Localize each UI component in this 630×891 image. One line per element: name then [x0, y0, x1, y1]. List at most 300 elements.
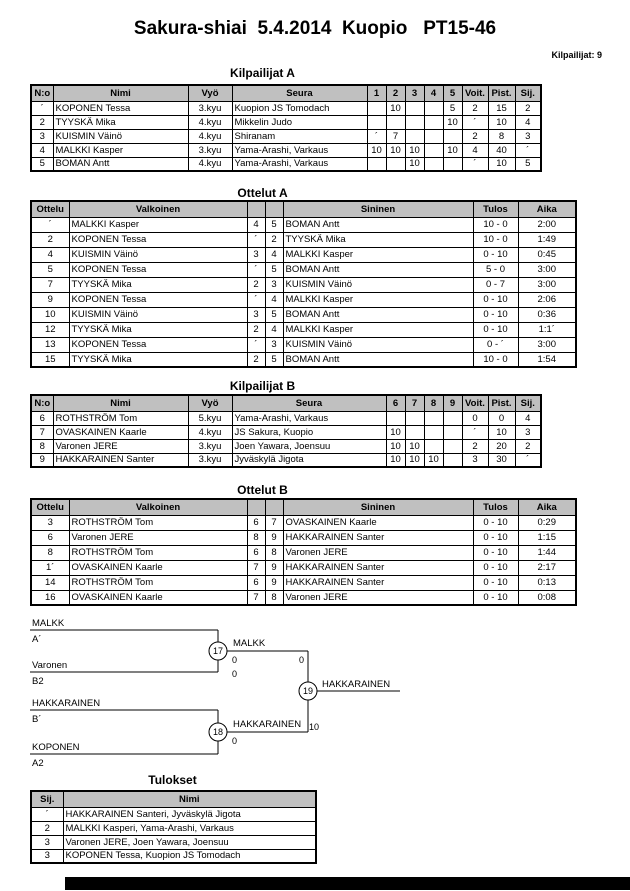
- cell: Kuopion JS Tomodach: [232, 101, 367, 115]
- table-row: [31, 453, 541, 467]
- cell: [405, 411, 424, 425]
- cell: BOMAN Antt: [283, 352, 473, 367]
- cell: KUISMIN Väinö: [283, 337, 473, 352]
- seed-tag: A2: [32, 758, 44, 769]
- cell: 5 - 0: [473, 262, 518, 277]
- cell: 10: [443, 143, 462, 157]
- cell: MALKKI Kasperi, Yama-Arashi, Varkaus: [63, 821, 316, 835]
- column-header: 4: [424, 85, 443, 101]
- cell: 6: [31, 411, 53, 425]
- cell: 10 - 0: [473, 352, 518, 367]
- cell: 3.kyu: [188, 143, 232, 157]
- cell: 10: [488, 425, 515, 439]
- cell: 10: [405, 157, 424, 171]
- cell: 2:00: [518, 217, 576, 232]
- table-row: [31, 157, 541, 171]
- cell: HAKKARAINEN Santer: [283, 530, 473, 545]
- cell: 7: [31, 277, 69, 292]
- header-row: [31, 201, 576, 217]
- cell: 7: [247, 590, 265, 605]
- cell: [443, 439, 462, 453]
- cell: 1:54: [518, 352, 576, 367]
- cell: ´: [462, 157, 488, 171]
- cell: OVASKAINEN Kaarle: [53, 425, 188, 439]
- cell: [367, 115, 386, 129]
- cell: [405, 115, 424, 129]
- table-row: [31, 425, 541, 439]
- table-row: [31, 439, 541, 453]
- cell: KOPONEN Tessa: [53, 101, 188, 115]
- cell: OVASKAINEN Kaarle: [283, 515, 473, 530]
- seed-tag: B´: [32, 714, 42, 725]
- column-header: [265, 499, 283, 515]
- cell: 10: [386, 425, 405, 439]
- final-bracket-diagram: [0, 606, 630, 774]
- cell: ROTHSTRÖM Tom: [53, 411, 188, 425]
- cell: KOPONEN Tessa: [69, 292, 247, 307]
- cell: 10: [31, 307, 69, 322]
- cell: 5: [515, 157, 541, 171]
- match-score: 0: [299, 655, 305, 665]
- cell: 2: [247, 352, 265, 367]
- cell: Varonen JERE: [283, 545, 473, 560]
- cell: ´: [462, 425, 488, 439]
- cell: [424, 425, 443, 439]
- cell: 9: [265, 530, 283, 545]
- cell: [405, 101, 424, 115]
- seed-name: KOPONEN: [32, 742, 80, 753]
- cell: ´: [247, 232, 265, 247]
- cell: 0 - 10: [473, 322, 518, 337]
- cell: 10: [424, 453, 443, 467]
- column-header: Valkoinen: [69, 499, 247, 515]
- cell: 14: [31, 575, 69, 590]
- cell: ROTHSTRÖM Tom: [69, 515, 247, 530]
- cell: HAKKARAINEN Santeri, Jyväskylä Jigota: [63, 807, 316, 821]
- column-header: [265, 201, 283, 217]
- column-header: Tulos: [473, 499, 518, 515]
- cell: 5: [265, 262, 283, 277]
- column-header: 3: [405, 85, 424, 101]
- cell: 4: [31, 143, 53, 157]
- cell: MALKKI Kasper: [69, 217, 247, 232]
- table-row: [31, 575, 576, 590]
- cell: 20: [488, 439, 515, 453]
- cell: 6: [247, 575, 265, 590]
- cell: 3.kyu: [188, 101, 232, 115]
- cell: [424, 439, 443, 453]
- cell: 2: [247, 322, 265, 337]
- seed-tag: B2: [32, 676, 44, 687]
- column-header: Aika: [518, 201, 576, 217]
- cell: KUISMIN Väinö: [283, 277, 473, 292]
- cell: 10: [386, 453, 405, 467]
- cell: 10: [488, 115, 515, 129]
- cell: 10 - 0: [473, 232, 518, 247]
- cell: 3: [462, 453, 488, 467]
- cell: 4: [31, 247, 69, 262]
- cell: 0:29: [518, 515, 576, 530]
- cell: 0 - 7: [473, 277, 518, 292]
- cell: 10: [367, 143, 386, 157]
- column-header: Nimi: [53, 85, 188, 101]
- column-header: Tulos: [473, 201, 518, 217]
- cell: 4: [462, 143, 488, 157]
- cell: [424, 129, 443, 143]
- cell: KUISMIN Väinö: [69, 307, 247, 322]
- column-header: Pist.: [488, 85, 515, 101]
- cell: 5: [265, 352, 283, 367]
- table-row: [31, 849, 316, 863]
- header-row: [31, 85, 541, 101]
- column-header: Seura: [232, 85, 367, 101]
- cell: ´: [31, 807, 63, 821]
- cell: KUISMIN Väinö: [53, 129, 188, 143]
- cell: Joen Yawara, Joensuu: [232, 439, 386, 453]
- table-row: [31, 807, 316, 821]
- table-row: [31, 129, 541, 143]
- column-header: 9: [443, 395, 462, 411]
- cell: ROTHSTRÖM Tom: [69, 545, 247, 560]
- table-row: [31, 545, 576, 560]
- cell: [424, 411, 443, 425]
- cell: 3: [515, 425, 541, 439]
- cell: ´: [515, 453, 541, 467]
- cell: 30: [488, 453, 515, 467]
- cell: OVASKAINEN Kaarle: [69, 590, 247, 605]
- cell: 2: [31, 821, 63, 835]
- cell: 3: [265, 337, 283, 352]
- column-header: Sininen: [283, 499, 473, 515]
- cell: 0:08: [518, 590, 576, 605]
- cell: 3.kyu: [188, 453, 232, 467]
- cell: [424, 143, 443, 157]
- cell: 0:45: [518, 247, 576, 262]
- column-header: 2: [386, 85, 405, 101]
- header-row: [31, 791, 316, 807]
- cell: MALKKI Kasper: [283, 322, 473, 337]
- cell: 0 - 10: [473, 292, 518, 307]
- cell: [386, 411, 405, 425]
- table-row: [31, 835, 316, 849]
- cell: [386, 115, 405, 129]
- cell: ROTHSTRÖM Tom: [69, 575, 247, 590]
- cell: 3.kyu: [188, 439, 232, 453]
- cell: 8: [488, 129, 515, 143]
- cell: 0 - ´: [473, 337, 518, 352]
- column-header: Voit.: [462, 395, 488, 411]
- column-header: 8: [424, 395, 443, 411]
- cell: JS Sakura, Kuopio: [232, 425, 386, 439]
- cell: 4: [265, 322, 283, 337]
- cell: TYYSKÄ Mika: [69, 352, 247, 367]
- cell: 2:17: [518, 560, 576, 575]
- cell: [386, 157, 405, 171]
- cell: [443, 157, 462, 171]
- column-header: Sininen: [283, 201, 473, 217]
- table-row: [31, 322, 576, 337]
- column-header: 1: [367, 85, 386, 101]
- cell: 9: [31, 453, 53, 467]
- cell: ´: [247, 262, 265, 277]
- seed-tag: A´: [32, 634, 42, 645]
- column-header: 5: [443, 85, 462, 101]
- cell: TYYSKÄ Mika: [283, 232, 473, 247]
- cell: Yama-Arashi, Varkaus: [232, 411, 386, 425]
- cell: 2: [462, 101, 488, 115]
- cell: 7: [247, 560, 265, 575]
- cell: 0:13: [518, 575, 576, 590]
- cell: 0: [488, 411, 515, 425]
- column-header: Pist.: [488, 395, 515, 411]
- cell: TYYSKÄ Mika: [69, 322, 247, 337]
- cell: ´: [247, 337, 265, 352]
- cell: MALKKI Kasper: [283, 292, 473, 307]
- cell: Mikkelin Judo: [232, 115, 367, 129]
- cell: 3: [265, 277, 283, 292]
- winner-label: HAKKARAINEN: [233, 719, 302, 730]
- cell: 3: [247, 247, 265, 262]
- cell: Varonen JERE: [53, 439, 188, 453]
- seed-name: Varonen: [32, 660, 68, 671]
- cell: TYYSKÄ Mika: [53, 115, 188, 129]
- cell: 1:49: [518, 232, 576, 247]
- cell: 1:15: [518, 530, 576, 545]
- winner-label: MALKK: [233, 638, 266, 649]
- cell: 0 - 10: [473, 560, 518, 575]
- column-header: [247, 201, 265, 217]
- column-header: Sij.: [31, 791, 63, 807]
- cell: 10: [405, 439, 424, 453]
- cell: 1´: [31, 560, 69, 575]
- competitors-count: Kilpailijat: 9: [551, 50, 602, 60]
- cell: 8: [31, 545, 69, 560]
- table-row: [31, 352, 576, 367]
- cell: 6: [31, 530, 69, 545]
- cell: 9: [31, 292, 69, 307]
- cell: 10: [386, 143, 405, 157]
- cell: Varonen JERE: [69, 530, 247, 545]
- table-row: [31, 277, 576, 292]
- cell: 1:44: [518, 545, 576, 560]
- cell: MALKKI Kasper: [283, 247, 473, 262]
- cell: 7: [386, 129, 405, 143]
- cell: 8: [265, 545, 283, 560]
- cell: 0 - 10: [473, 545, 518, 560]
- match-number: 18: [212, 727, 224, 737]
- cell: 0 - 10: [473, 307, 518, 322]
- cell: 10 - 0: [473, 217, 518, 232]
- match-score: 0: [232, 736, 238, 746]
- cell: ´: [462, 115, 488, 129]
- cell: KOPONEN Tessa: [69, 262, 247, 277]
- cell: 6: [247, 545, 265, 560]
- cell: 3:00: [518, 337, 576, 352]
- cell: [424, 101, 443, 115]
- column-header: Voit.: [462, 85, 488, 101]
- cell: [424, 115, 443, 129]
- cell: 7: [265, 515, 283, 530]
- cell: 0 - 10: [473, 590, 518, 605]
- cell: [405, 425, 424, 439]
- cell: [443, 425, 462, 439]
- cell: TYYSKÄ Mika: [69, 277, 247, 292]
- matches-a-table: [30, 200, 577, 368]
- seed-name: MALKK: [32, 618, 65, 629]
- cell: 4: [515, 411, 541, 425]
- table-row: [31, 337, 576, 352]
- cell: 3: [31, 129, 53, 143]
- cell: 5: [31, 157, 53, 171]
- column-header: Sij.: [515, 395, 541, 411]
- cell: 8: [247, 530, 265, 545]
- match-score: 0: [232, 669, 238, 679]
- cell: 0:36: [518, 307, 576, 322]
- match-score: 10: [309, 722, 320, 732]
- cell: 15: [488, 101, 515, 115]
- cell: Varonen JERE: [283, 590, 473, 605]
- cell: 2: [515, 439, 541, 453]
- cell: ´: [247, 292, 265, 307]
- pool-b-table: [30, 394, 542, 468]
- header-row: [31, 499, 576, 515]
- cell: [443, 453, 462, 467]
- cell: KUISMIN Väinö: [69, 247, 247, 262]
- cell: 2: [31, 115, 53, 129]
- table-row: [31, 292, 576, 307]
- cell: 40: [488, 143, 515, 157]
- cell: 5: [265, 307, 283, 322]
- matches-b-heading: Ottelut B: [237, 483, 288, 497]
- table-row: [31, 411, 541, 425]
- cell: 4: [515, 115, 541, 129]
- cell: 5: [443, 101, 462, 115]
- matches-a-heading: Ottelut A: [237, 186, 288, 200]
- table-row: [31, 101, 541, 115]
- pool-a-table: [30, 84, 542, 172]
- cell: KOPONEN Tessa, Kuopion JS Tomodach: [63, 849, 316, 863]
- cell: 2: [462, 129, 488, 143]
- table-row: [31, 307, 576, 322]
- cell: 10: [386, 101, 405, 115]
- page-title: Sakura-shiai 5.4.2014 Kuopio PT15-46: [133, 18, 497, 39]
- cell: 0: [462, 411, 488, 425]
- cell: 8: [265, 590, 283, 605]
- cell: 13: [31, 337, 69, 352]
- column-header: N:o: [31, 85, 53, 101]
- match-number: 19: [302, 686, 314, 696]
- cell: [443, 411, 462, 425]
- cell: [405, 129, 424, 143]
- cell: 3: [31, 515, 69, 530]
- cell: ´: [31, 101, 53, 115]
- column-header: N:o: [31, 395, 53, 411]
- results-table: [30, 790, 317, 864]
- matches-b-table: [30, 498, 577, 606]
- column-header: Nimi: [63, 791, 316, 807]
- cell: 4: [265, 292, 283, 307]
- cell: BOMAN Antt: [283, 217, 473, 232]
- cell: Shiranam: [232, 129, 367, 143]
- column-header: Nimi: [53, 395, 188, 411]
- cell: 2: [265, 232, 283, 247]
- cell: ´: [31, 217, 69, 232]
- cell: 9: [265, 560, 283, 575]
- bottom-black-bar: [65, 877, 630, 890]
- table-row: [31, 821, 316, 835]
- cell: 0 - 10: [473, 515, 518, 530]
- cell: 9: [265, 575, 283, 590]
- column-header: [247, 499, 265, 515]
- cell: 10: [386, 439, 405, 453]
- table-row: [31, 247, 576, 262]
- table-row: [31, 560, 576, 575]
- column-header: 7: [405, 395, 424, 411]
- cell: ´: [515, 143, 541, 157]
- cell: 2:06: [518, 292, 576, 307]
- cell: 0 - 10: [473, 575, 518, 590]
- column-header: Aika: [518, 499, 576, 515]
- column-header: Ottelu: [31, 201, 69, 217]
- column-header: Valkoinen: [69, 201, 247, 217]
- cell: 4: [247, 217, 265, 232]
- column-header: Vyö: [188, 85, 232, 101]
- cell: HAKKARAINEN Santer: [283, 560, 473, 575]
- cell: 3: [31, 849, 63, 863]
- cell: Jyväskylä Jigota: [232, 453, 386, 467]
- table-row: [31, 515, 576, 530]
- table-row: [31, 590, 576, 605]
- header-row: [31, 395, 541, 411]
- cell: 2: [462, 439, 488, 453]
- table-row: [31, 217, 576, 232]
- table-row: [31, 530, 576, 545]
- cell: 4.kyu: [188, 425, 232, 439]
- table-row: [31, 143, 541, 157]
- cell: 3: [31, 835, 63, 849]
- column-header: Seura: [232, 395, 386, 411]
- table-row: [31, 262, 576, 277]
- cell: 15: [31, 352, 69, 367]
- cell: 4.kyu: [188, 157, 232, 171]
- cell: 5: [31, 262, 69, 277]
- cell: [367, 157, 386, 171]
- cell: HAKKARAINEN Santer: [283, 575, 473, 590]
- cell: 4.kyu: [188, 129, 232, 143]
- cell: 16: [31, 590, 69, 605]
- cell: KOPONEN Tessa: [69, 337, 247, 352]
- cell: 4: [265, 247, 283, 262]
- cell: [367, 101, 386, 115]
- cell: Yama-Arashi, Varkaus: [232, 157, 367, 171]
- cell: Varonen JERE, Joen Yawara, Joensuu: [63, 835, 316, 849]
- cell: 12: [31, 322, 69, 337]
- table-row: [31, 232, 576, 247]
- cell: 1:1´: [518, 322, 576, 337]
- cell: ´: [367, 129, 386, 143]
- column-header: Ottelu: [31, 499, 69, 515]
- cell: 5.kyu: [188, 411, 232, 425]
- cell: 8: [31, 439, 53, 453]
- cell: 3: [247, 307, 265, 322]
- cell: 10: [443, 115, 462, 129]
- cell: BOMAN Antt: [283, 262, 473, 277]
- cell: KOPONEN Tessa: [69, 232, 247, 247]
- cell: [443, 129, 462, 143]
- seed-name: HAKKARAINEN: [32, 698, 101, 709]
- cell: 2: [515, 101, 541, 115]
- cell: 10: [488, 157, 515, 171]
